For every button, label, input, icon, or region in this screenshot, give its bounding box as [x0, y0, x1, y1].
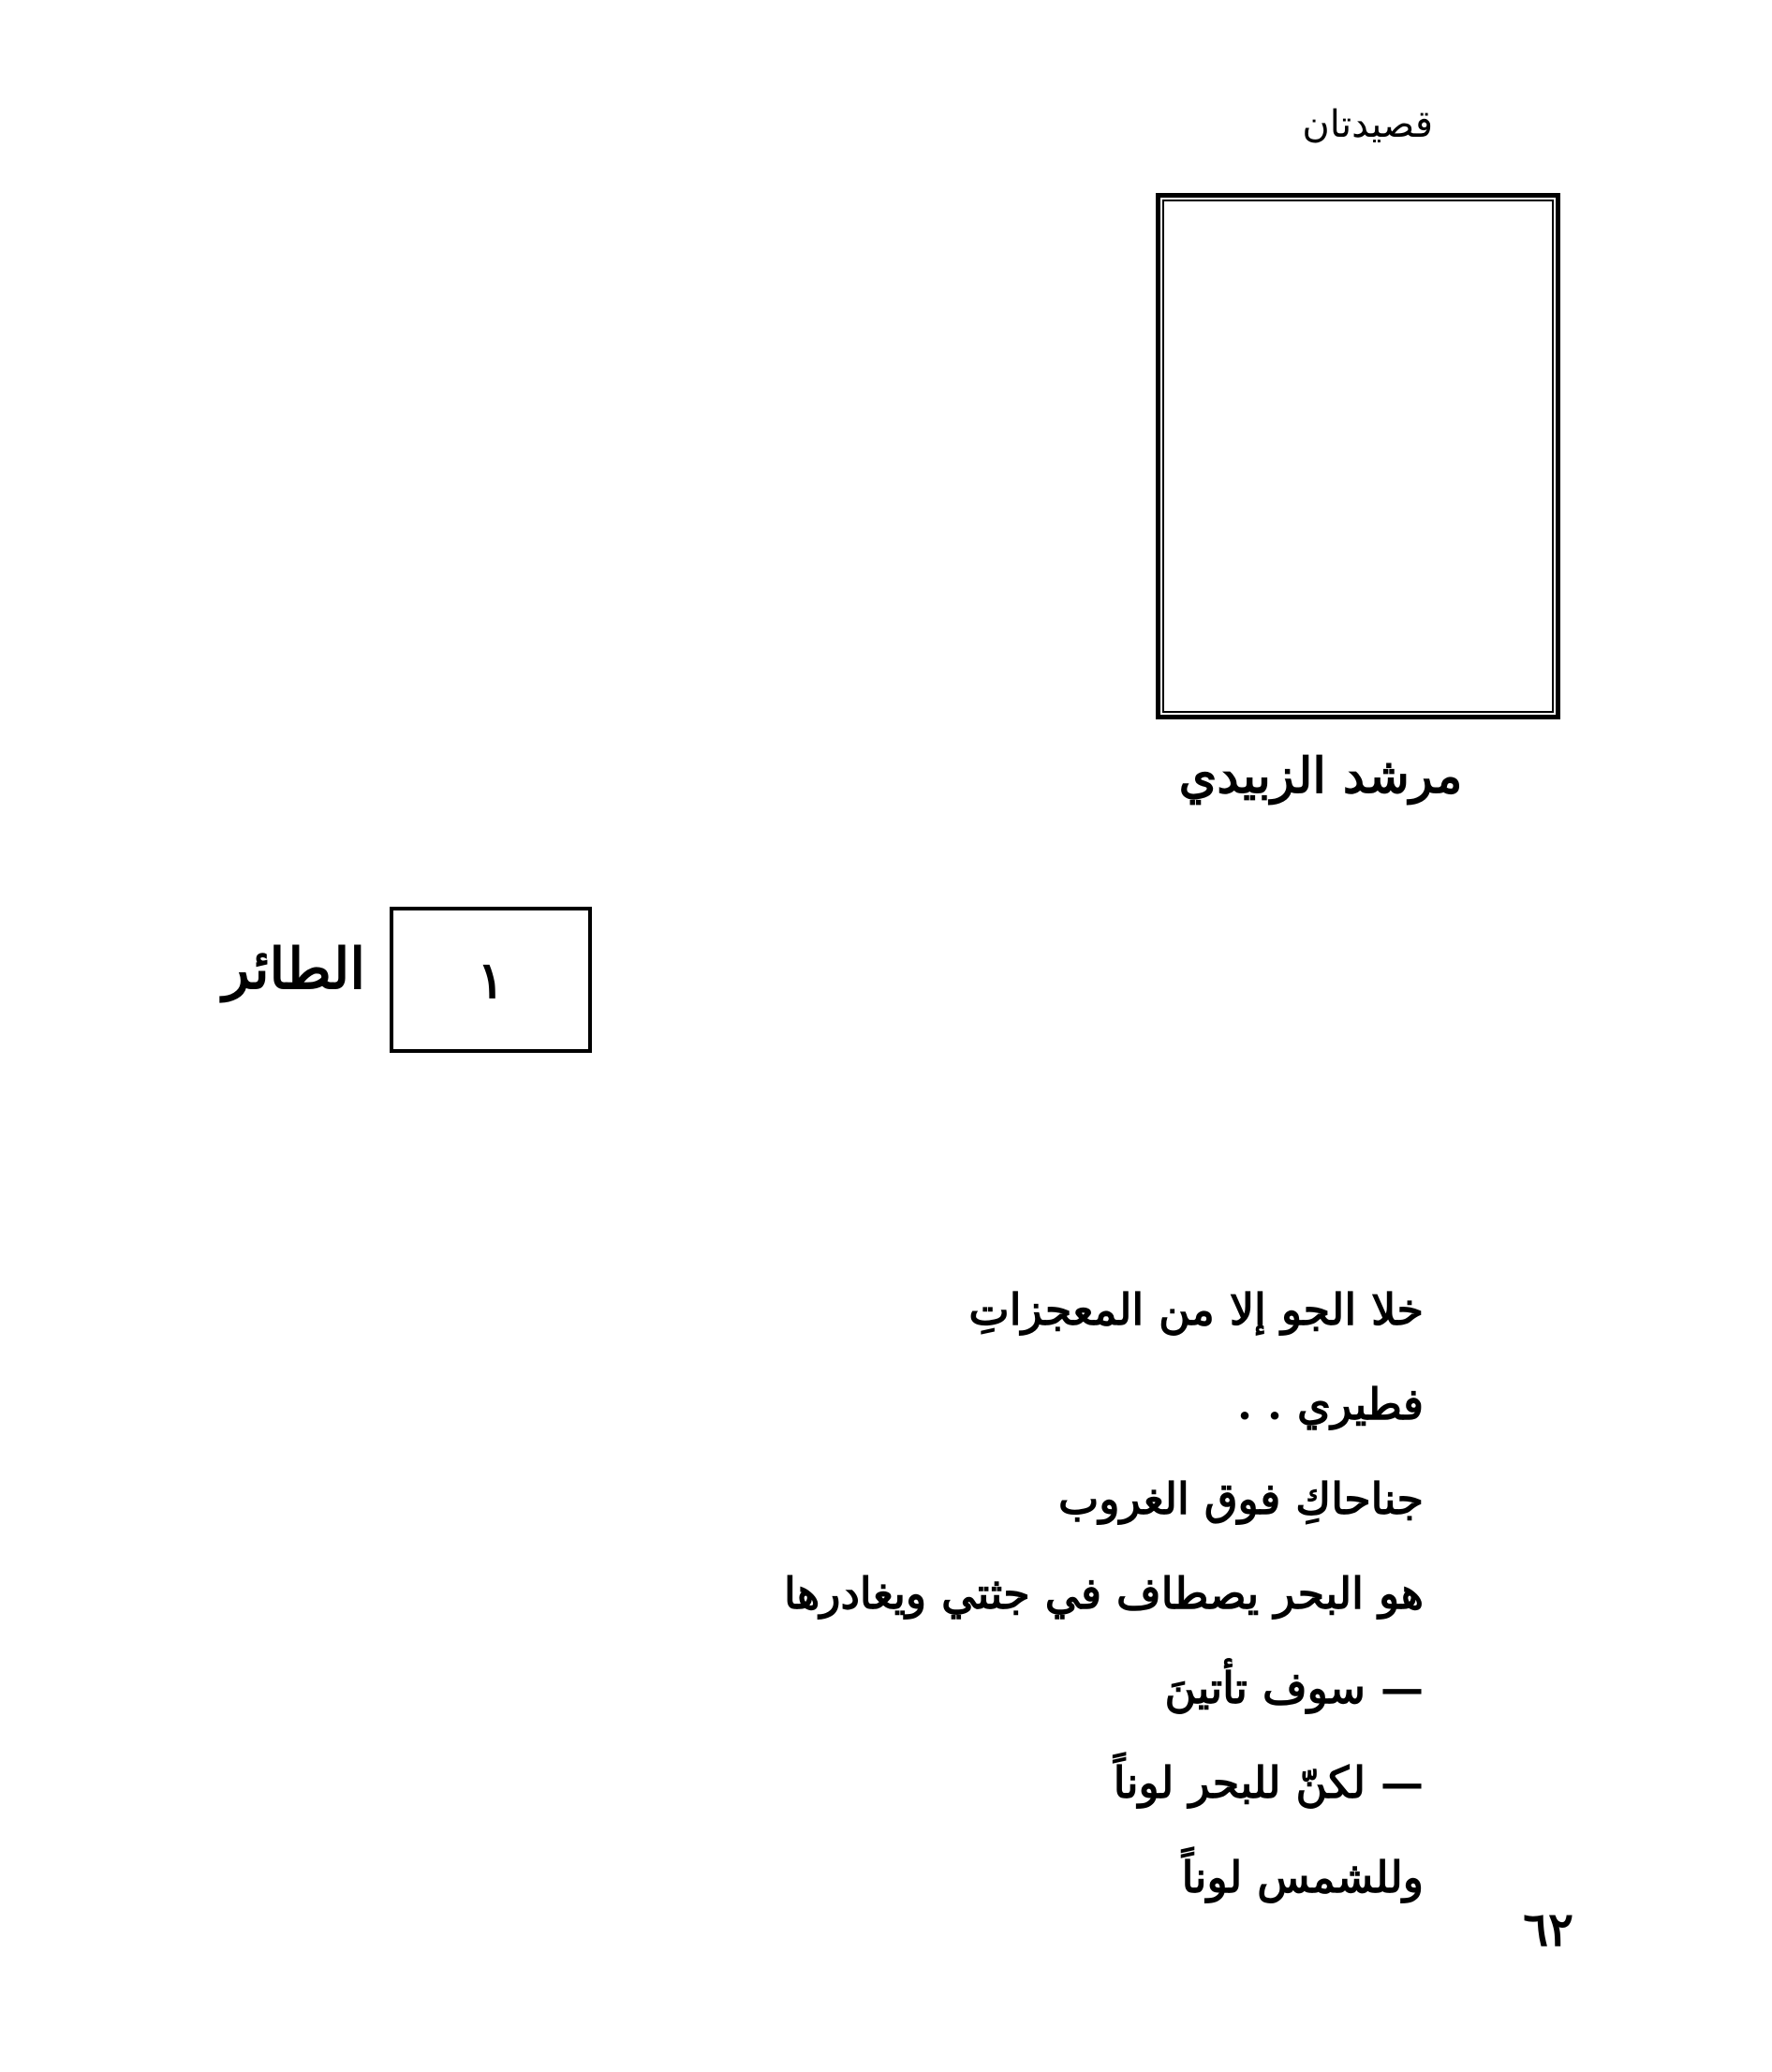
poem-line: جناحاكِ فوق الغروب: [1057, 1473, 1424, 1524]
poem-line: خلا الجو إلا من المعجزاتِ: [968, 1284, 1424, 1335]
poem-line: — لكنّ للبحر لوناً: [1113, 1757, 1424, 1808]
poem-line: هو البحر يصطاف في جثتي ويغادرها: [783, 1568, 1424, 1619]
poem-line: — سوف تأتينَ: [1164, 1663, 1424, 1713]
poem-body: [656, 1263, 1424, 1925]
section-number-box: [390, 907, 592, 1053]
page-number: ٦٢: [1523, 1902, 1573, 1957]
poem-line: وللشمس لوناً: [1181, 1852, 1424, 1902]
poem-line: فطيري . .: [1236, 1379, 1424, 1429]
author-name: مرشد الزبيدي: [1178, 747, 1463, 805]
page-header-label: قصيدتان: [1302, 103, 1433, 146]
author-photo-frame: [1156, 193, 1560, 719]
poem-title: الطائر: [222, 937, 365, 1002]
section-number: ١: [477, 950, 505, 1010]
